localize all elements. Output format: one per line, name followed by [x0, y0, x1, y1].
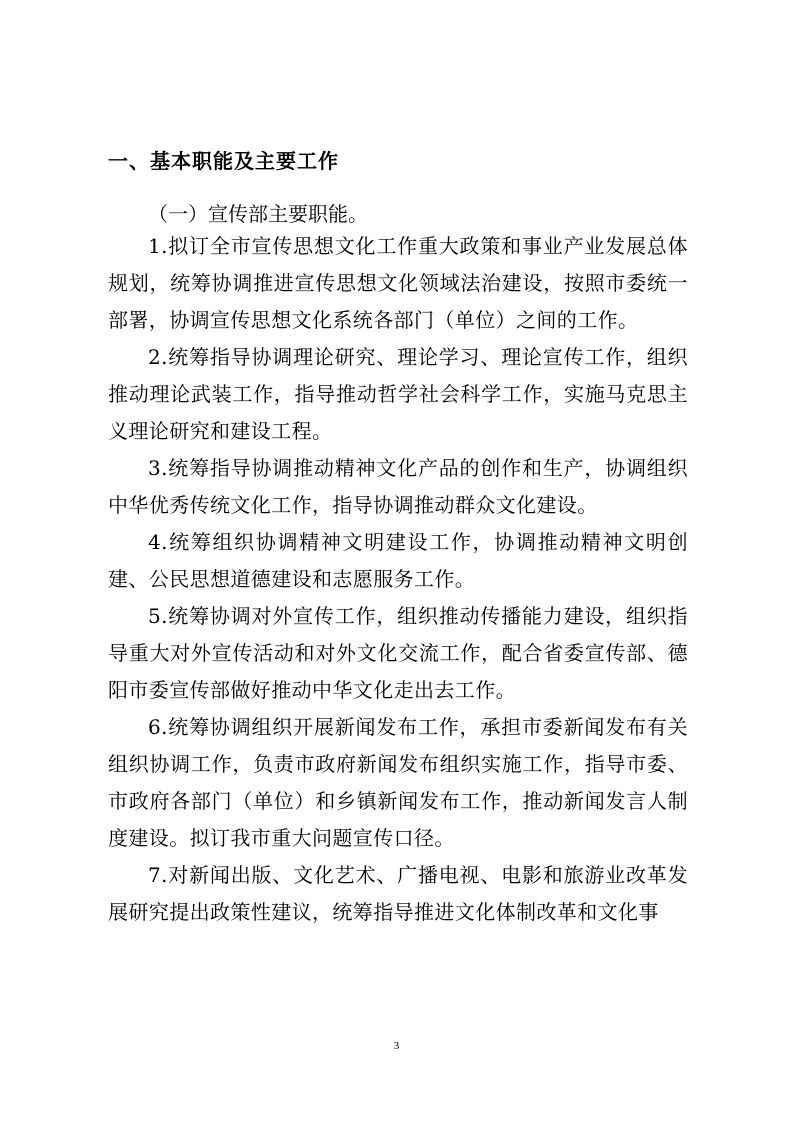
page-number: 3 [393, 1040, 400, 1052]
body-text [108, 228, 688, 931]
paragraph-7: 7.对新闻出版、文化艺术、广播电视、电影和旅游业改革发展研究提出政策性建议，统筹指导推进文化体制改革和文化事 [108, 863, 688, 924]
paragraph-5: 5.统筹协调对外宣传工作，组织推动传播能力建设，组织指导重大对外宣传活动和对外文化交流工作，配合省委宣传部、德阳市委宣传部做好推动中华文化走出去工作。 [108, 604, 688, 702]
paragraph-3: 3.统筹指导协调推动精神文化产品的创作和生产，协调组织中华优秀传统文化工作，指导协调推动群众文化建设。 [108, 456, 688, 517]
paragraph-6: 6.统筹协调组织开展新闻发布工作，承担市委新闻发布有关组织协调工作，负责市政府新闻发布组织实施工作，指导市委、市政府各部门（单位）和乡镇新闻发布工作，推动新闻发言人制度建设。拟订我市重大问题宣传口径。 [108, 715, 688, 850]
section-heading: 一、基本职能及主要工作 [108, 149, 339, 173]
paragraph-4: 4.统筹组织协调精神文明建设工作，协调推动精神文明创建、公民思想道德建设和志愿服务工作。 [108, 530, 688, 591]
subsection-heading: （一）宣传部主要职能。 [148, 202, 368, 226]
paragraph-1: 1.拟订全市宣传思想文化工作重大政策和事业产业发展总体规划，统筹协调推进宣传思想文化领域法治建设，按照市委统一部署，协调宣传思想文化系统各部门（单位）之间的工作。 [108, 234, 688, 332]
paragraph-2: 2.统筹指导协调理论研究、理论学习、理论宣传工作，组织推动理论武装工作，指导推动哲学社会科学工作，实施马克思主义理论研究和建设工程。 [108, 345, 688, 443]
